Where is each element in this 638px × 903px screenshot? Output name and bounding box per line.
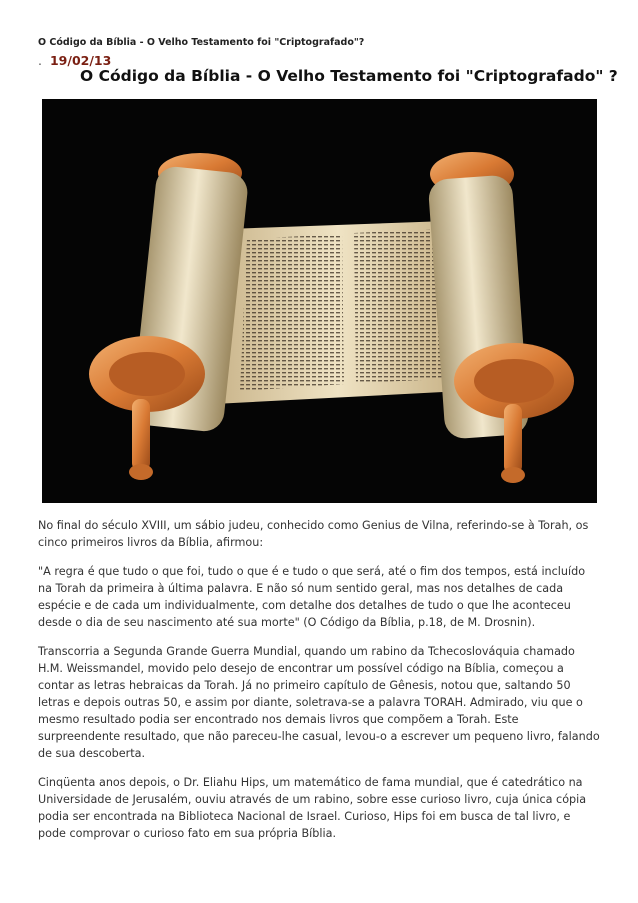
paragraph-2: "A regra é que tudo o que foi, tudo o que é e tudo o que será, até o fim dos tempos, está incluído na Torah da primeira à última palavra. E não só num sentido geral, mas nos detalhes de cada espécie e de cada um individualmente, com detalhe dos detalhes de tudo o que lhe aconteceu desde o dia de seu nascimento até sua morte" (O Código da Bíblia, p.18, de M. Drosnin). <box>38 565 586 629</box>
post-title: O Código da Bíblia - O Velho Testamento foi "Criptografado" ? <box>80 67 618 85</box>
running-header: O Código da Bíblia - O Velho Testamento foi "Criptografado"? <box>38 37 365 48</box>
paragraph-3: Transcorria a Segunda Grande Guerra Mundial, quando um rabino da Tchecoslováquia chamado H.M. Weissmandel, movido pelo desejo de encontrar um possível código na Bíblia, começou a contar as letras hebraicas da Torah. Já no primeiro capítulo de Gênesis, notou que, saltando 50 letras e depois outras 50, e assim por diante, soletrava-se a palavra TORAH. Admirado, viu que o mesmo resultado podia ser encontrado nos demais livros que compõem a Torah. Este surpreendente resultado, que não pareceu-lhe casual, levou-o a escrever um pequeno livro, falando de sua descoberta. <box>38 645 600 760</box>
paragraph-1: No final do século XVIII, um sábio judeu, conhecido como Genius de Vilna, referindo-se à Torah, os cinco primeiros livros da Bíblia, afirmou: <box>38 519 589 549</box>
paragraph-4: Cinqüenta anos depois, o Dr. Eliahu Hips, um matemático de fama mundial, que é catedrático na Universidade de Jerusalém, ouviu através de um rabino, sobre esse curioso livro, cuja única cópia podia ser encontrada na Biblioteca Nacional de Israel. Curioso, Hips foi em busca de tal livro, e pode comprovar o curioso fato em sua própria Bíblia. <box>38 776 587 840</box>
torah-scroll-photo <box>42 99 597 503</box>
date-bullet: . <box>38 53 42 68</box>
article-body <box>38 517 600 854</box>
post-date <box>38 53 111 68</box>
date-value: 19/02/13 <box>49 53 112 68</box>
